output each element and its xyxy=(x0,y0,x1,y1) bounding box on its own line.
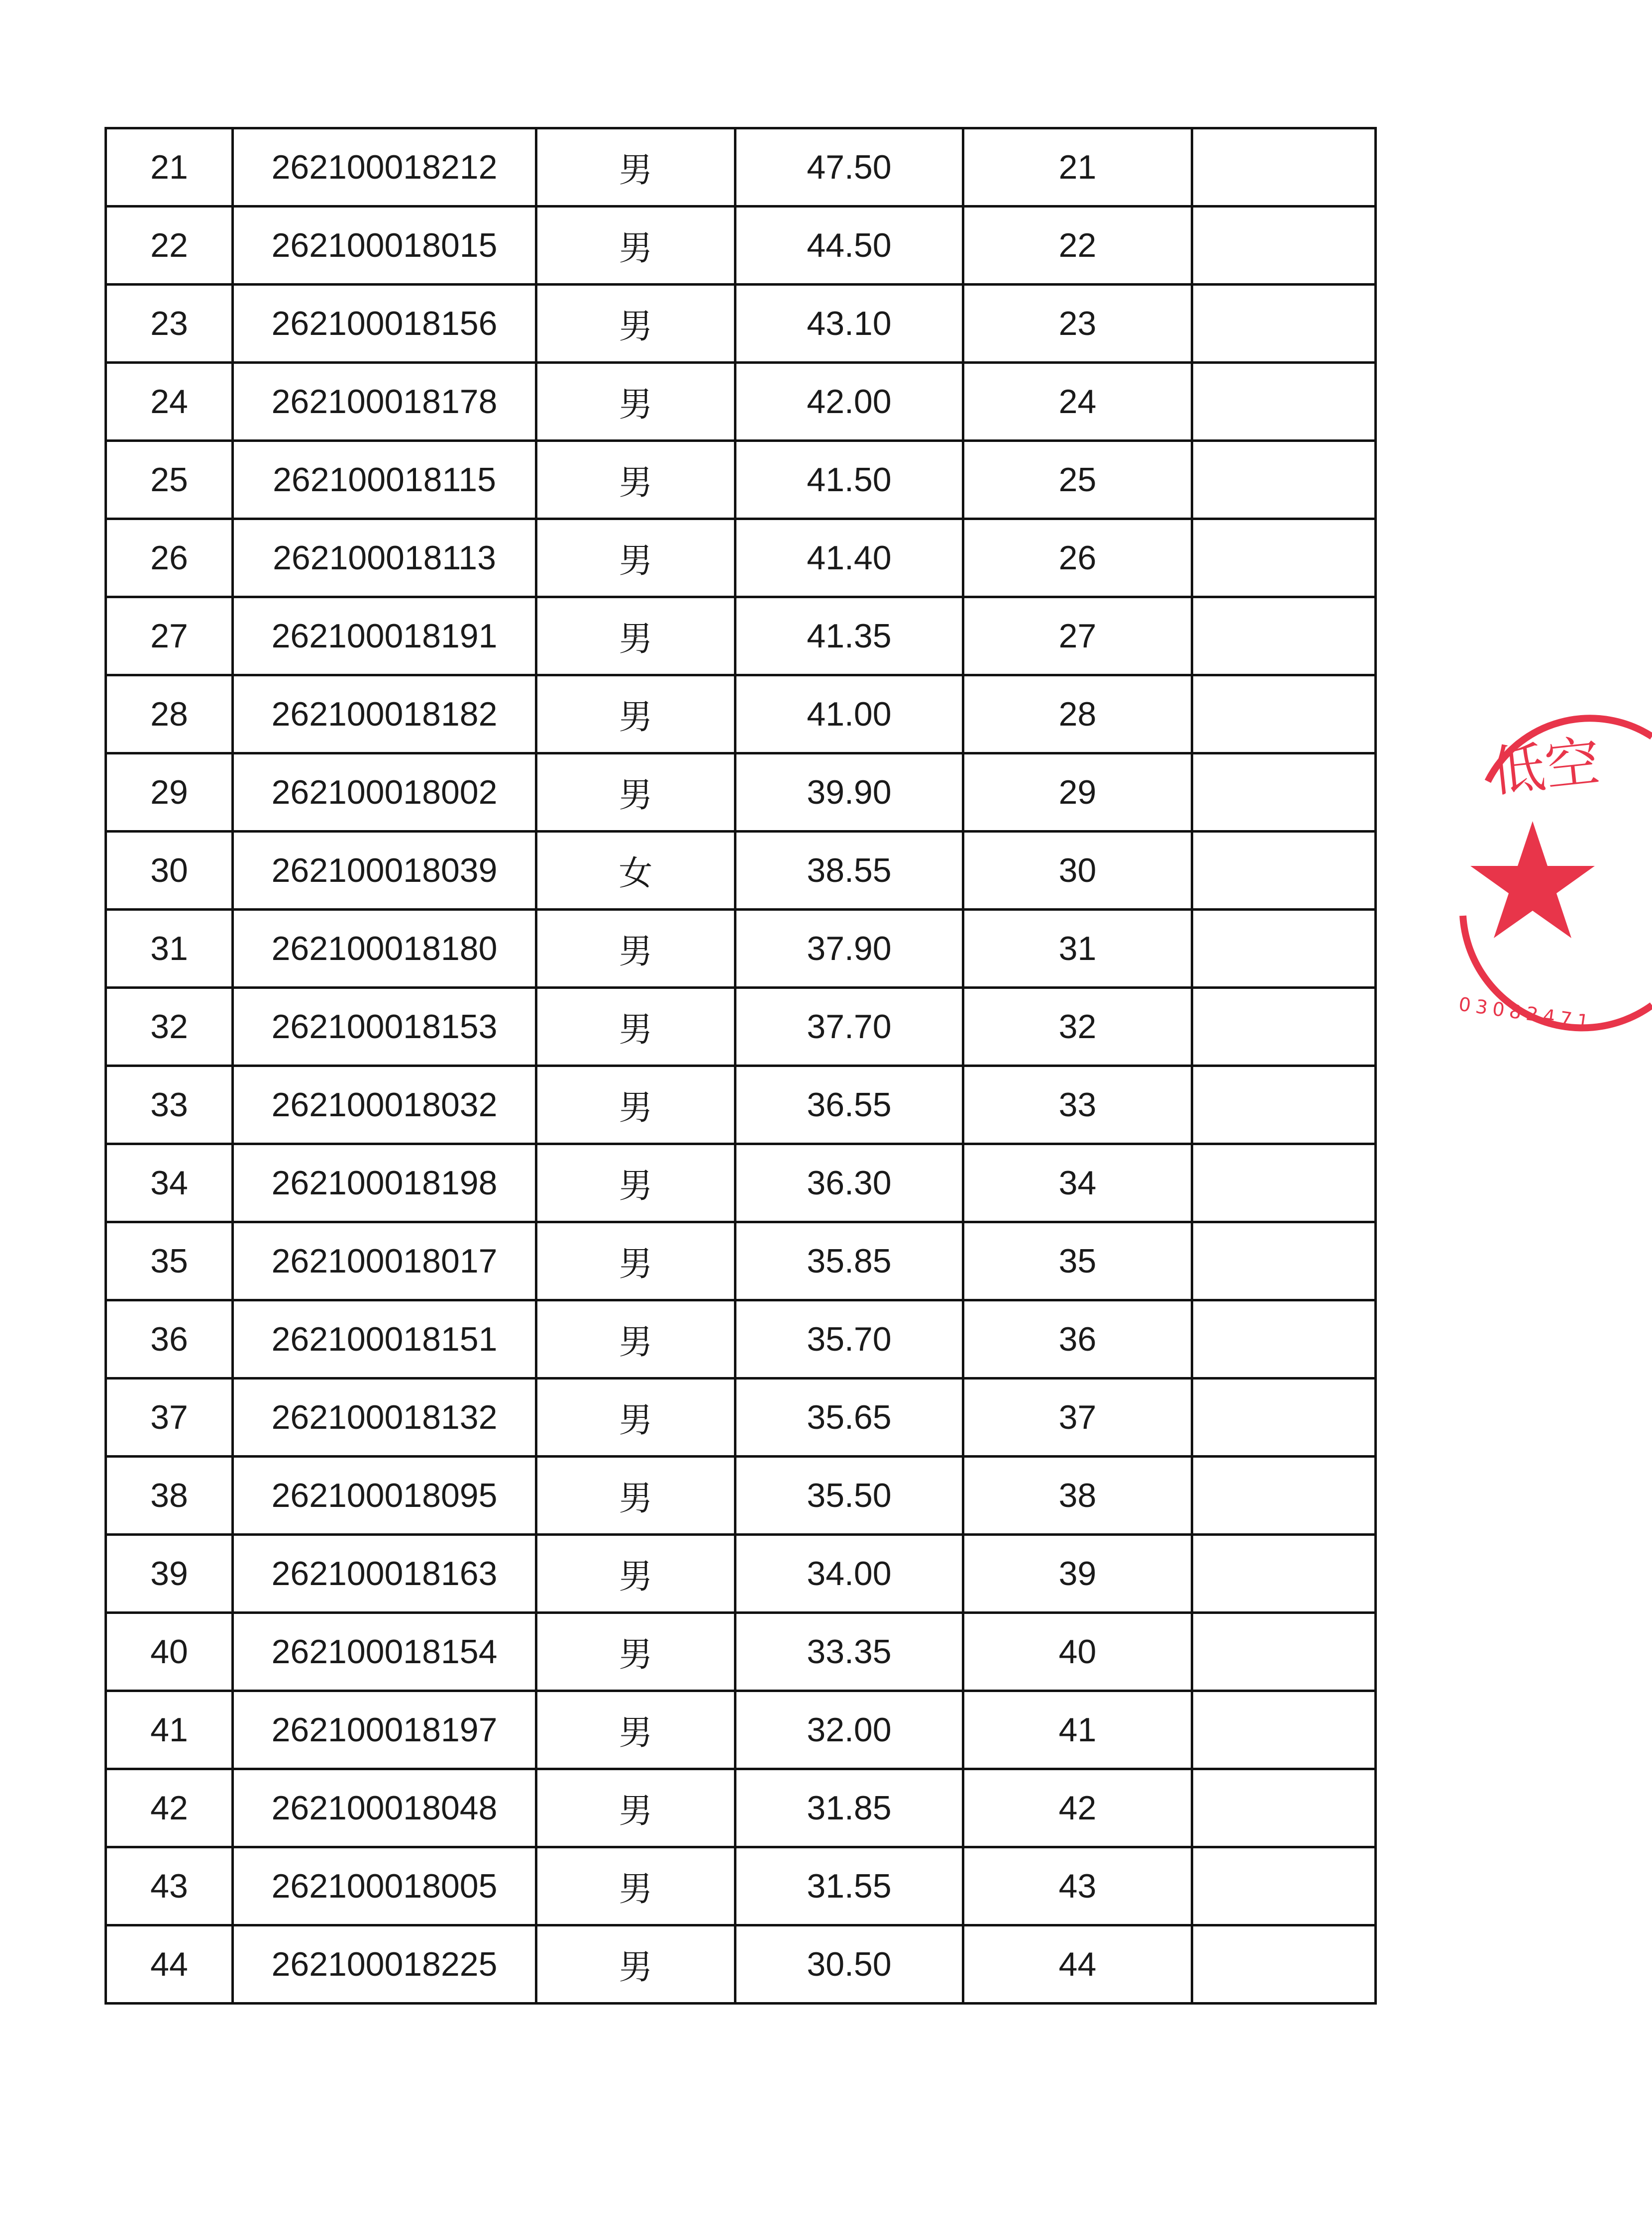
gender-cell: 男 xyxy=(536,1691,735,1769)
rank-cell: 42 xyxy=(963,1769,1192,1847)
gender-cell: 男 xyxy=(536,441,735,519)
gender-cell: 男 xyxy=(536,285,735,363)
rank-cell: 28 xyxy=(963,675,1192,753)
note-cell xyxy=(1192,1379,1376,1457)
note-cell xyxy=(1192,441,1376,519)
rank-cell: 25 xyxy=(963,441,1192,519)
table-row xyxy=(106,1300,1376,1379)
score-cell: 34.00 xyxy=(735,1535,963,1613)
row-number-cell: 33 xyxy=(106,1066,233,1144)
row-number-cell: 37 xyxy=(106,1379,233,1457)
score-cell: 31.55 xyxy=(735,1847,963,1925)
exam-id-cell: 262100018005 xyxy=(233,1847,536,1925)
seal-text: 低空 xyxy=(1487,729,1603,804)
score-cell: 41.50 xyxy=(735,441,963,519)
table-row xyxy=(106,1066,1376,1144)
note-cell xyxy=(1192,1144,1376,1222)
table-row xyxy=(106,1613,1376,1691)
note-cell xyxy=(1192,1691,1376,1769)
score-cell: 36.30 xyxy=(735,1144,963,1222)
row-number-cell: 43 xyxy=(106,1847,233,1925)
gender-cell: 男 xyxy=(536,910,735,988)
table-row xyxy=(106,1535,1376,1613)
table-row xyxy=(106,910,1376,988)
exam-id-cell: 262100018212 xyxy=(233,128,536,207)
score-cell: 30.50 xyxy=(735,1925,963,2004)
table-row xyxy=(106,832,1376,910)
exam-id-cell: 262100018113 xyxy=(233,519,536,597)
row-number-cell: 39 xyxy=(106,1535,233,1613)
rank-cell: 24 xyxy=(963,363,1192,441)
exam-id-cell: 262100018198 xyxy=(233,1144,536,1222)
table-row xyxy=(106,675,1376,753)
rank-cell: 37 xyxy=(963,1379,1192,1457)
score-cell: 31.85 xyxy=(735,1769,963,1847)
note-cell xyxy=(1192,1066,1376,1144)
note-cell xyxy=(1192,1847,1376,1925)
exam-id-cell: 262100018039 xyxy=(233,832,536,910)
score-cell: 42.00 xyxy=(735,363,963,441)
score-cell: 35.85 xyxy=(735,1222,963,1300)
rank-cell: 40 xyxy=(963,1613,1192,1691)
note-cell xyxy=(1192,1769,1376,1847)
table-row xyxy=(106,753,1376,832)
row-number-cell: 38 xyxy=(106,1457,233,1535)
rank-cell: 44 xyxy=(963,1925,1192,2004)
table-row xyxy=(106,519,1376,597)
note-cell xyxy=(1192,363,1376,441)
official-seal xyxy=(1443,707,1652,1045)
rank-cell: 34 xyxy=(963,1144,1192,1222)
table-row xyxy=(106,1144,1376,1222)
row-number-cell: 35 xyxy=(106,1222,233,1300)
note-cell xyxy=(1192,1925,1376,2004)
row-number-cell: 21 xyxy=(106,128,233,207)
row-number-cell: 23 xyxy=(106,285,233,363)
row-number-cell: 30 xyxy=(106,832,233,910)
table-row xyxy=(106,128,1376,207)
exam-id-cell: 262100018163 xyxy=(233,1535,536,1613)
score-cell: 35.65 xyxy=(735,1379,963,1457)
rank-cell: 22 xyxy=(963,207,1192,285)
score-cell: 41.00 xyxy=(735,675,963,753)
table-row xyxy=(106,597,1376,675)
table-row xyxy=(106,363,1376,441)
gender-cell: 男 xyxy=(536,1379,735,1457)
exam-id-cell: 262100018002 xyxy=(233,753,536,832)
rank-cell: 39 xyxy=(963,1535,1192,1613)
exam-id-cell: 262100018015 xyxy=(233,207,536,285)
rank-cell: 33 xyxy=(963,1066,1192,1144)
row-number-cell: 36 xyxy=(106,1300,233,1379)
exam-id-cell: 262100018048 xyxy=(233,1769,536,1847)
rank-cell: 23 xyxy=(963,285,1192,363)
note-cell xyxy=(1192,988,1376,1066)
row-number-cell: 28 xyxy=(106,675,233,753)
score-table-body xyxy=(106,128,1376,2004)
rank-cell: 31 xyxy=(963,910,1192,988)
score-cell: 41.40 xyxy=(735,519,963,597)
score-cell: 38.55 xyxy=(735,832,963,910)
score-cell: 36.55 xyxy=(735,1066,963,1144)
rank-cell: 35 xyxy=(963,1222,1192,1300)
row-number-cell: 44 xyxy=(106,1925,233,2004)
score-cell: 32.00 xyxy=(735,1691,963,1769)
rank-cell: 27 xyxy=(963,597,1192,675)
note-cell xyxy=(1192,519,1376,597)
exam-id-cell: 262100018180 xyxy=(233,910,536,988)
row-number-cell: 24 xyxy=(106,363,233,441)
table-row xyxy=(106,441,1376,519)
exam-id-cell: 262100018178 xyxy=(233,363,536,441)
note-cell xyxy=(1192,207,1376,285)
note-cell xyxy=(1192,285,1376,363)
exam-id-cell: 262100018156 xyxy=(233,285,536,363)
score-cell: 33.35 xyxy=(735,1613,963,1691)
exam-id-cell: 262100018132 xyxy=(233,1379,536,1457)
note-cell xyxy=(1192,1457,1376,1535)
note-cell xyxy=(1192,597,1376,675)
row-number-cell: 25 xyxy=(106,441,233,519)
exam-id-cell: 262100018095 xyxy=(233,1457,536,1535)
rank-cell: 29 xyxy=(963,753,1192,832)
exam-id-cell: 262100018151 xyxy=(233,1300,536,1379)
note-cell xyxy=(1192,832,1376,910)
gender-cell: 男 xyxy=(536,597,735,675)
table-row xyxy=(106,988,1376,1066)
note-cell xyxy=(1192,1613,1376,1691)
rank-cell: 36 xyxy=(963,1300,1192,1379)
score-table xyxy=(104,127,1377,2005)
table-row xyxy=(106,1691,1376,1769)
table-row xyxy=(106,1847,1376,1925)
exam-id-cell: 262100018017 xyxy=(233,1222,536,1300)
rank-cell: 32 xyxy=(963,988,1192,1066)
score-cell: 39.90 xyxy=(735,753,963,832)
score-cell: 37.90 xyxy=(735,910,963,988)
note-cell xyxy=(1192,1300,1376,1379)
gender-cell: 男 xyxy=(536,1769,735,1847)
gender-cell: 男 xyxy=(536,1144,735,1222)
note-cell xyxy=(1192,1535,1376,1613)
score-cell: 43.10 xyxy=(735,285,963,363)
rank-cell: 30 xyxy=(963,832,1192,910)
rank-cell: 21 xyxy=(963,128,1192,207)
note-cell xyxy=(1192,753,1376,832)
score-cell: 44.50 xyxy=(735,207,963,285)
exam-id-cell: 262100018197 xyxy=(233,1691,536,1769)
score-cell: 35.70 xyxy=(735,1300,963,1379)
table-row xyxy=(106,285,1376,363)
gender-cell: 男 xyxy=(536,753,735,832)
row-number-cell: 40 xyxy=(106,1613,233,1691)
exam-id-cell: 262100018154 xyxy=(233,1613,536,1691)
gender-cell: 男 xyxy=(536,128,735,207)
score-cell: 41.35 xyxy=(735,597,963,675)
table-row xyxy=(106,1379,1376,1457)
gender-cell: 男 xyxy=(536,1457,735,1535)
rank-cell: 38 xyxy=(963,1457,1192,1535)
score-cell: 47.50 xyxy=(735,128,963,207)
exam-id-cell: 262100018182 xyxy=(233,675,536,753)
note-cell xyxy=(1192,675,1376,753)
exam-id-cell: 262100018191 xyxy=(233,597,536,675)
gender-cell: 男 xyxy=(536,519,735,597)
gender-cell: 男 xyxy=(536,207,735,285)
row-number-cell: 34 xyxy=(106,1144,233,1222)
gender-cell: 男 xyxy=(536,675,735,753)
note-cell xyxy=(1192,1222,1376,1300)
note-cell xyxy=(1192,128,1376,207)
gender-cell: 男 xyxy=(536,1066,735,1144)
rank-cell: 41 xyxy=(963,1691,1192,1769)
gender-cell: 女 xyxy=(536,832,735,910)
seal-code: 03082471 xyxy=(1457,993,1595,1034)
gender-cell: 男 xyxy=(536,1535,735,1613)
row-number-cell: 27 xyxy=(106,597,233,675)
rank-cell: 26 xyxy=(963,519,1192,597)
gender-cell: 男 xyxy=(536,1925,735,2004)
exam-id-cell: 262100018225 xyxy=(233,1925,536,2004)
table-row xyxy=(106,1925,1376,2004)
table-row xyxy=(106,1222,1376,1300)
row-number-cell: 26 xyxy=(106,519,233,597)
rank-cell: 43 xyxy=(963,1847,1192,1925)
gender-cell: 男 xyxy=(536,363,735,441)
exam-id-cell: 262100018153 xyxy=(233,988,536,1066)
gender-cell: 男 xyxy=(536,1847,735,1925)
row-number-cell: 32 xyxy=(106,988,233,1066)
table-row xyxy=(106,207,1376,285)
row-number-cell: 41 xyxy=(106,1691,233,1769)
gender-cell: 男 xyxy=(536,988,735,1066)
exam-id-cell: 262100018032 xyxy=(233,1066,536,1144)
row-number-cell: 22 xyxy=(106,207,233,285)
exam-id-cell: 262100018115 xyxy=(233,441,536,519)
table-row xyxy=(106,1769,1376,1847)
score-cell: 35.50 xyxy=(735,1457,963,1535)
score-cell: 37.70 xyxy=(735,988,963,1066)
row-number-cell: 42 xyxy=(106,1769,233,1847)
row-number-cell: 29 xyxy=(106,753,233,832)
gender-cell: 男 xyxy=(536,1613,735,1691)
gender-cell: 男 xyxy=(536,1222,735,1300)
gender-cell: 男 xyxy=(536,1300,735,1379)
seal-star-icon xyxy=(1470,821,1595,938)
row-number-cell: 31 xyxy=(106,910,233,988)
note-cell xyxy=(1192,910,1376,988)
table-row xyxy=(106,1457,1376,1535)
